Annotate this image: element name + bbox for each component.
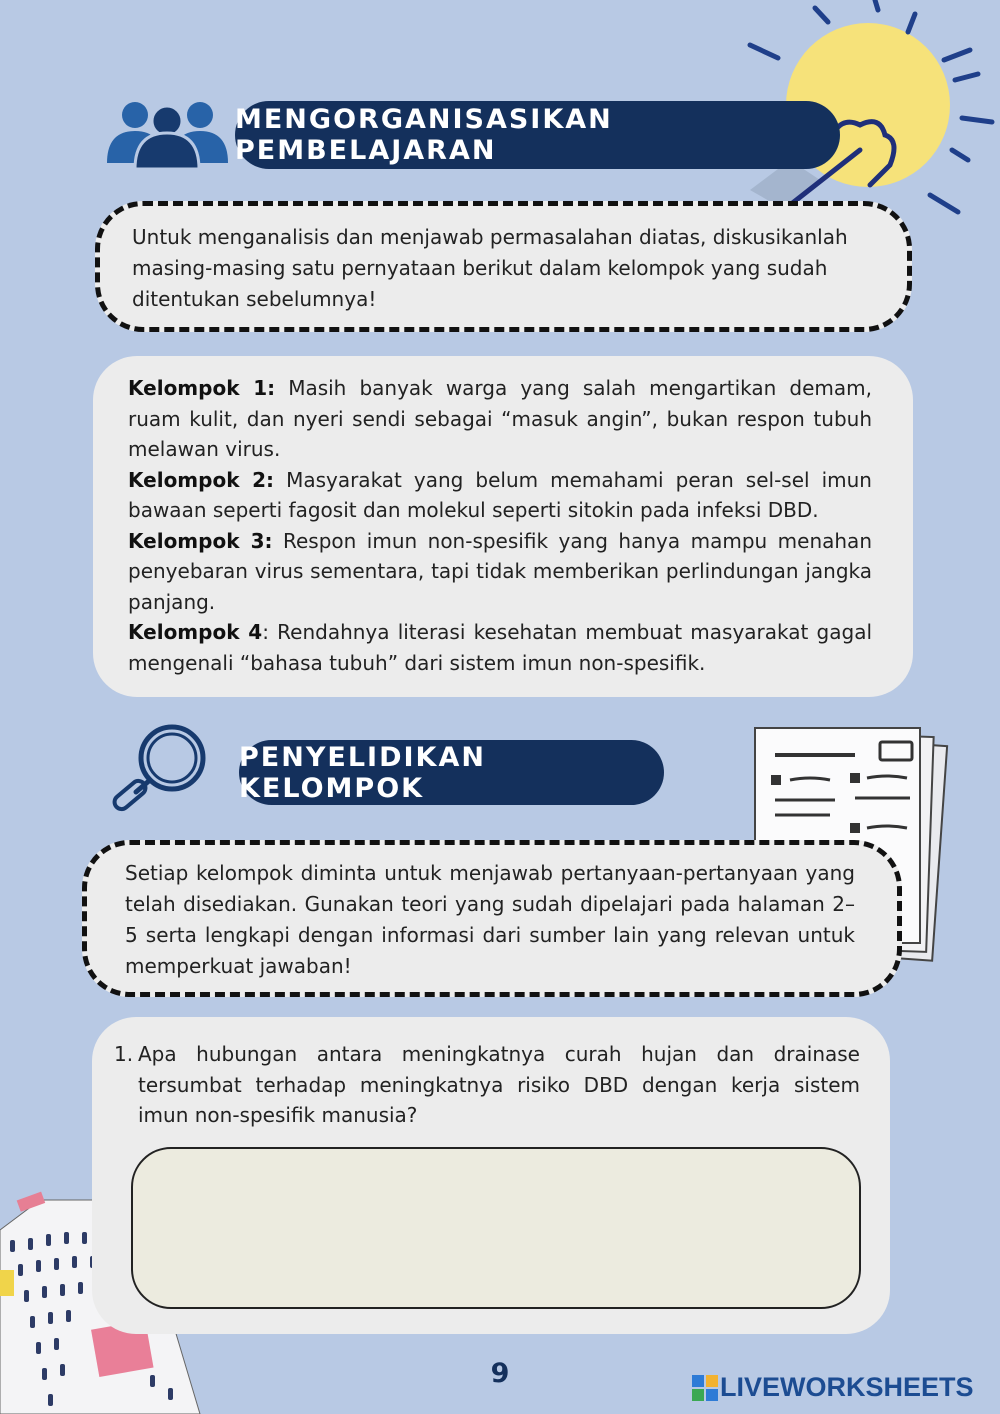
group-label: Kelompok 3: — [128, 528, 273, 553]
group-text: Masih banyak warga yang salah mengartikan demam, ruam kulit, dan nyeri sendi sebagai “masuk angin”, bukan respon tubuh melawan virus. — [128, 376, 872, 461]
group-text: Respon imun non-spesifik yang hanya mampu menahan penyebaran virus sementara, tapi tidak memberikan perlindungan jangka panjang. — [128, 528, 872, 614]
group-label: Kelompok 4 — [128, 620, 263, 644]
group-statements-box — [93, 356, 913, 697]
investigation-intro-box — [82, 840, 902, 997]
group-item — [128, 373, 872, 465]
investigation-intro-text: Setiap kelompok diminta untuk menjawab pertanyaan-pertanyaan yang telah disediakan. Gunakan teori yang sudah dipelajari pada halaman 2–5 serta lengkapi dengan informasi dari sumber lain yang relevan untuk memperkuat jawaban! — [125, 861, 855, 978]
liveworksheets-logo — [692, 1372, 974, 1403]
liveworksheets-brand: LIVEWORKSHEETS — [720, 1372, 974, 1402]
group-label: Kelompok 2: — [128, 467, 275, 492]
group-item — [128, 526, 872, 618]
page-number: 9 — [490, 1358, 510, 1389]
group-item — [128, 617, 872, 678]
magnifier-icon — [108, 720, 213, 815]
group-item — [128, 465, 872, 526]
group-text: : Rendahnya literasi kesehatan membuat masyarakat gagal mengenali “bahasa tubuh” dari sistem imun non-spesifik. — [128, 620, 873, 675]
group-text: Masyarakat yang belum memahami peran sel-sel imun bawaan seperti fagosit dan molekul seperti sitokin pada infeksi DBD. — [128, 467, 872, 522]
question-item — [114, 1039, 860, 1131]
group-label: Kelompok 1: — [128, 376, 276, 400]
organize-intro-box — [95, 201, 912, 332]
section-title-organize: MENGORGANISASIKAN PEMBELAJARAN — [235, 101, 840, 169]
answer-input[interactable] — [131, 1147, 861, 1309]
question-number: 1. — [114, 1042, 134, 1066]
organize-intro-text: Untuk menganalisis dan menjawab permasalahan diatas, diskusikanlah masing-masing satu pernyataan berikut dalam kelompok yang sudah ditentukan sebelumnya! — [132, 225, 848, 311]
group-people-icon — [105, 95, 230, 170]
question-text: Apa hubungan antara meningkatnya curah hujan dan drainase tersumbat terhadap meningkatnya risiko DBD dengan kerja sistem imun non-spesifik manusia? — [138, 1042, 860, 1127]
liveworksheets-logo-icon — [692, 1375, 718, 1401]
section-title-investigation: PENYELIDIKAN KELOMPOK — [239, 740, 664, 805]
question-list — [114, 1039, 860, 1131]
